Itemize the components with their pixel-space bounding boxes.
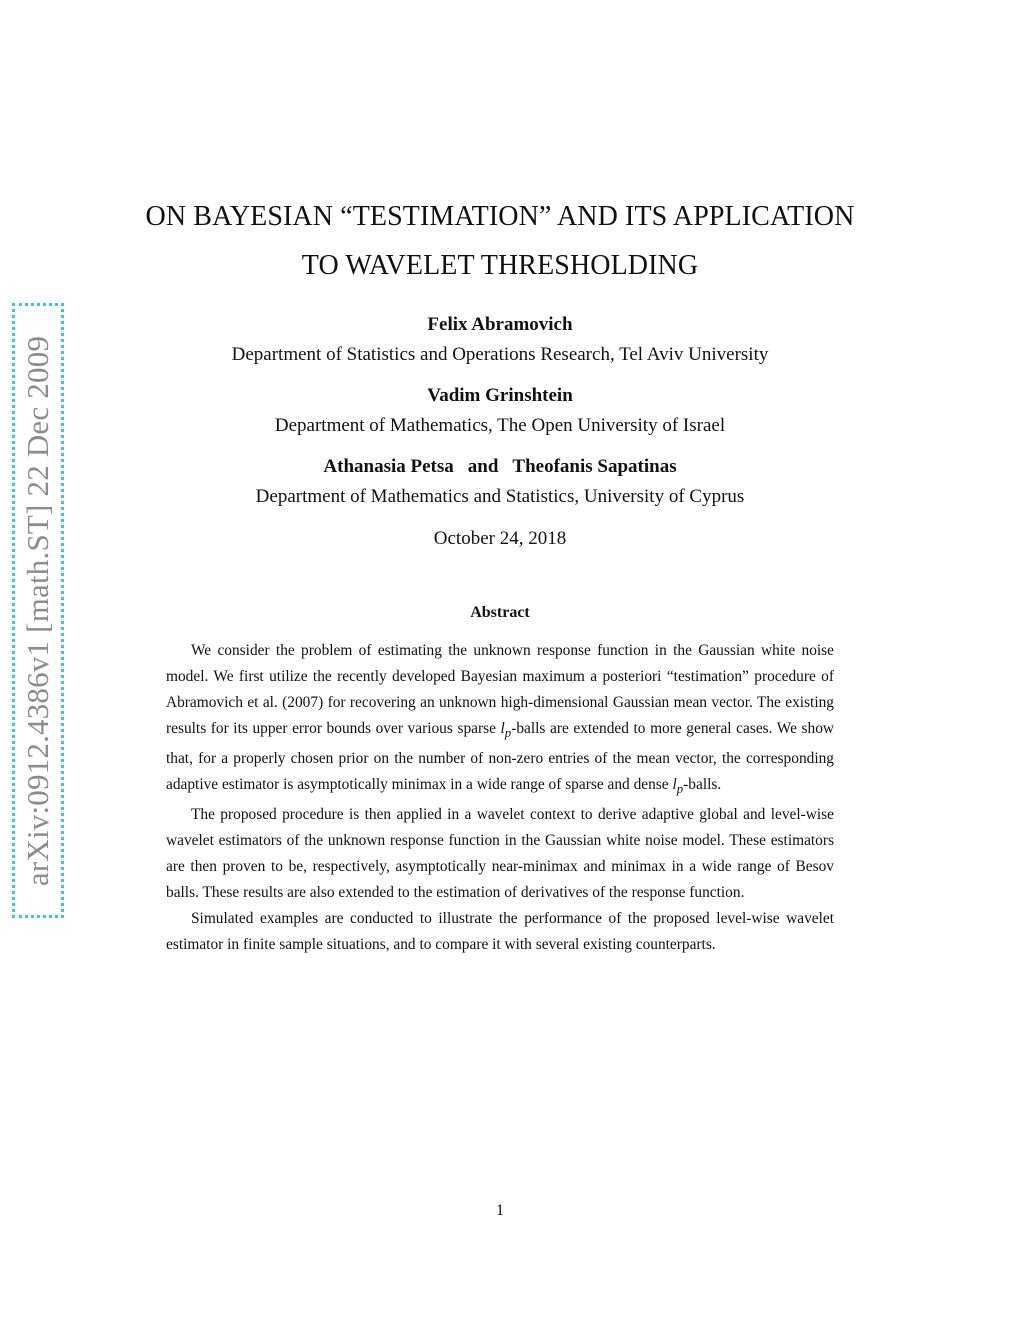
author-1-affiliation: Department of Statistics and Operations Research, Tel Aviv University: [231, 344, 769, 365]
arxiv-id: arXiv:0912.4386v1 [math.ST] 22 Dec 2009: [20, 335, 55, 886]
abstract-heading: Abstract: [470, 604, 530, 621]
author-3-name: Athanasia Petsa: [323, 456, 454, 477]
author-4-name: Theofanis Sapatinas: [512, 456, 677, 477]
author-2-affiliation: Department of Mathematics, The Open University of Israel: [274, 415, 726, 436]
author-3-names: [0, 457, 1000, 476]
abstract-paragraph-2: The proposed procedure is then applied in a wavelet context to derive adaptive global and level-wise wavelet estimators of the unknown response function in the Gaussian white noise model. These estimators are then proven to be, respectively, asymptotically near-minimax and minimax in a wide range of Besov balls. These results are also extended to the estimation of derivatives of the response function.: [166, 806, 834, 902]
paper-title-line-2: TO WAVELET THRESHOLDING: [301, 250, 699, 281]
abstract-paragraph-1: We consider the problem of estimating the unknown response function in the Gaussian white noise model. We first utilize the recently developed Bayesian maximum a posteriori “testimation” procedure of Abramovich et al. (2007) for recovering an unknown high-dimensional Gaussian mean vector. The existing results for its upper error bounds over various sparse $l_p$-balls are extended to more general cases. We show that, for a properly chosen prior on the number of non-zero entries of the mean vector, the corresponding adaptive estimator is asymptotically minimax in a wide range of sparse and dense $l_p$-balls.: [166, 642, 835, 797]
paper-title-line-1: ON BAYESIAN “TESTIMATION” AND ITS APPLICATION: [145, 201, 855, 232]
abstract-body: [166, 638, 834, 958]
page-number: 1: [496, 1202, 504, 1219]
author-3-affiliation: Department of Mathematics and Statistics, University of Cyprus: [255, 486, 745, 507]
author-conjunction: and: [467, 456, 499, 477]
author-2-name: Vadim Grinshtein: [427, 385, 573, 406]
abstract-paragraph-3: Simulated examples are conducted to illustrate the performance of the proposed level-wise wavelet estimator in finite sample situations, and to compare it with several existing counterparts.: [166, 910, 834, 954]
paper-date: October 24, 2018: [433, 528, 567, 549]
lp-symbol: $l_p$: [500, 720, 512, 741]
lp-symbol: $l_p$: [672, 776, 684, 797]
author-1-name: Felix Abramovich: [427, 314, 573, 335]
